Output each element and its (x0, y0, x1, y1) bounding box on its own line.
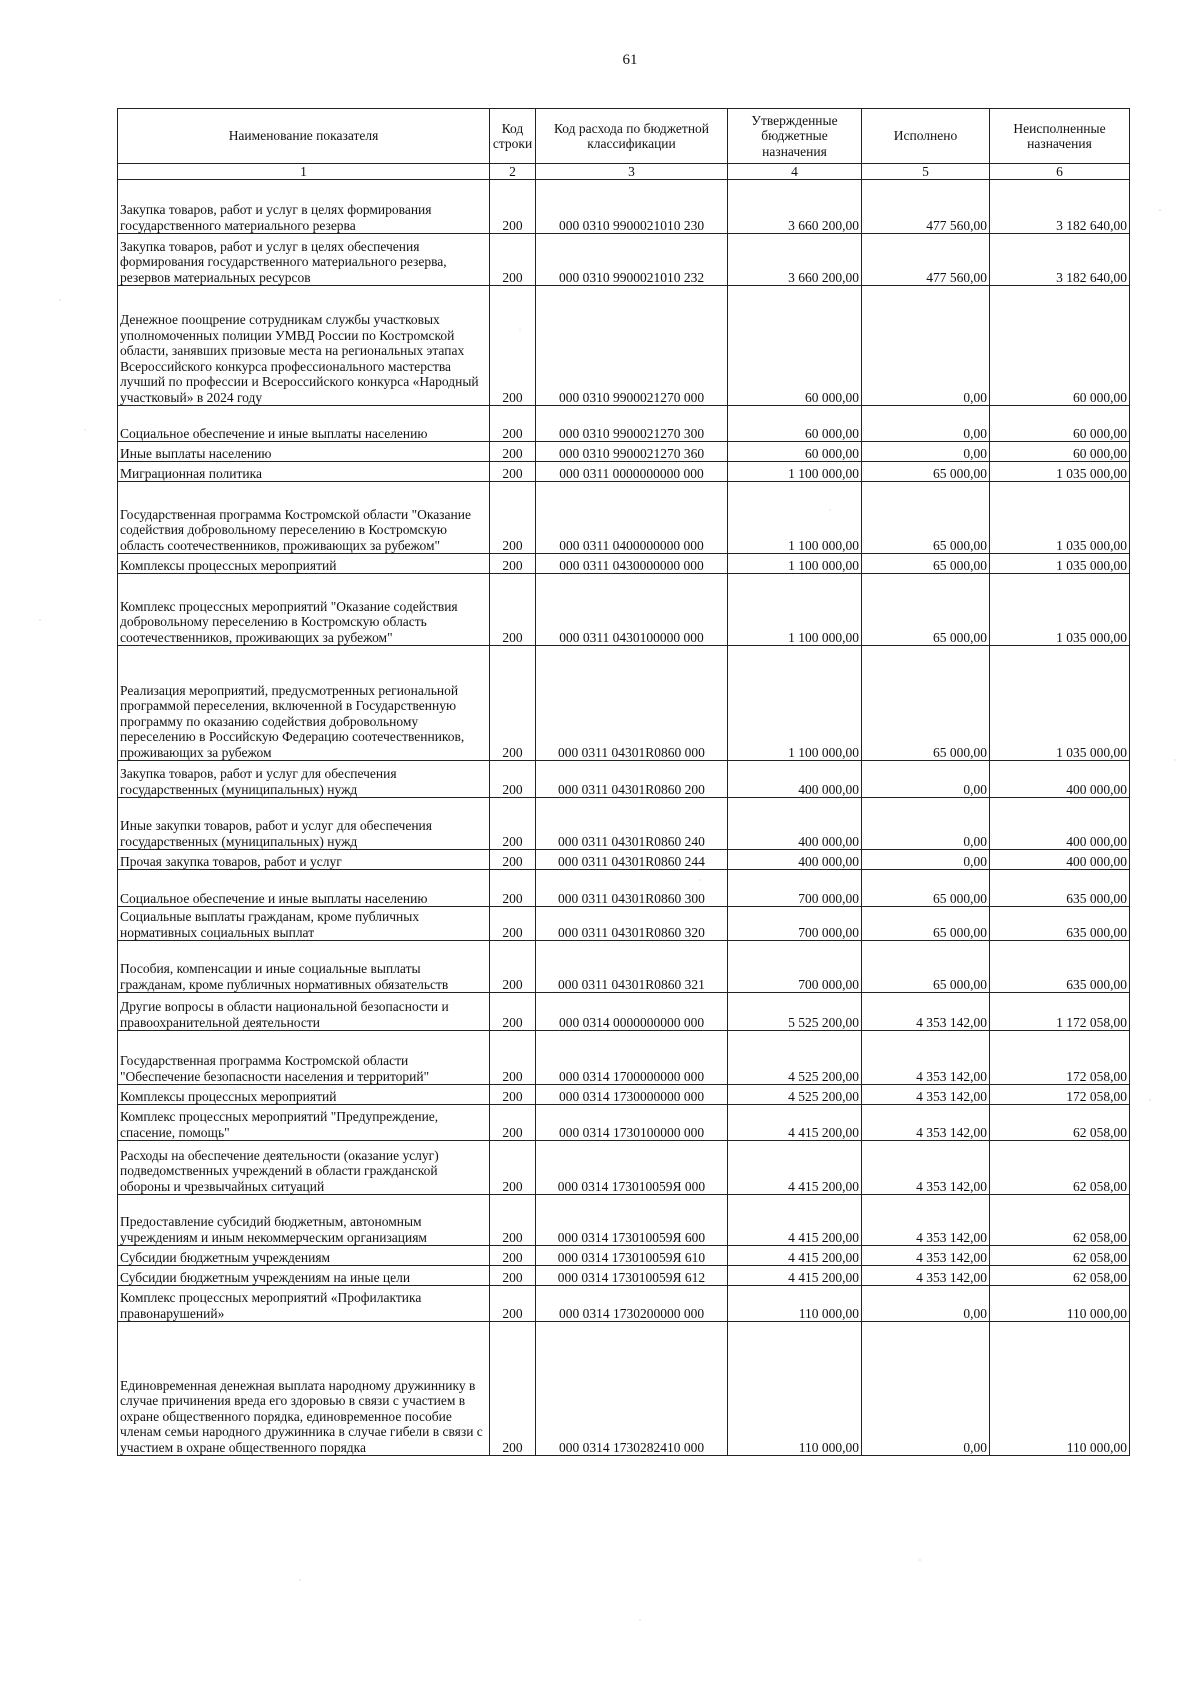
row-unexecuted-cell: 400 000,00 (990, 761, 1130, 798)
row-budget-code-cell: 000 0314 173010059Я 000 (536, 1141, 728, 1195)
row-unexecuted-cell: 1 035 000,00 (990, 574, 1130, 646)
row-executed-cell: 65 000,00 (862, 907, 990, 941)
column-number: 2 (490, 164, 536, 180)
row-name-cell: Государственная программа Костромской области "Обеспечение безопасности населения и территорий" (118, 1031, 490, 1085)
row-approved-cell: 700 000,00 (728, 870, 862, 907)
row-executed-cell: 65 000,00 (862, 646, 990, 761)
row-budget-code-cell: 000 0314 1730000000 000 (536, 1085, 728, 1105)
row-line-code-cell: 200 (490, 870, 536, 907)
row-approved-cell: 4 415 200,00 (728, 1246, 862, 1266)
row-name-cell: Прочая закупка товаров, работ и услуг (118, 850, 490, 870)
header-unexecuted: Неисполненные назначения (990, 109, 1130, 164)
row-unexecuted-cell: 62 058,00 (990, 1266, 1130, 1286)
row-line-code-cell: 200 (490, 406, 536, 442)
row-line-code-cell: 200 (490, 1286, 536, 1322)
table-row (118, 1322, 1130, 1456)
row-line-code-cell: 200 (490, 941, 536, 993)
row-budget-code-cell: 000 0314 1730200000 000 (536, 1286, 728, 1322)
row-executed-cell: 65 000,00 (862, 462, 990, 482)
row-unexecuted-cell: 1 035 000,00 (990, 646, 1130, 761)
table-row (118, 442, 1130, 462)
row-executed-cell: 0,00 (862, 286, 990, 406)
row-executed-cell: 65 000,00 (862, 482, 990, 554)
row-name-cell: Реализация мероприятий, предусмотренных региональной программой переселения, включенной в Государственную программу по оказанию содействия добровольному переселению в Российскую Федерацию соотечественников, проживающих за рубежом (118, 646, 490, 761)
row-executed-cell: 0,00 (862, 761, 990, 798)
row-name-cell: Социальное обеспечение и иные выплаты населению (118, 406, 490, 442)
table-row (118, 1246, 1130, 1266)
row-budget-code-cell: 000 0310 9900021270 360 (536, 442, 728, 462)
table-row (118, 406, 1130, 442)
row-unexecuted-cell: 3 182 640,00 (990, 180, 1130, 234)
row-name-cell: Единовременная денежная выплата народному дружиннику в случае причинения вреда его здоровью в связи с участием в охране общественного порядка, единовременное пособие членам семьи народного дружинника в случае гибели в связи с участием в охране общественного порядка (118, 1322, 490, 1456)
row-budget-code-cell: 000 0314 173010059Я 600 (536, 1195, 728, 1246)
row-approved-cell: 110 000,00 (728, 1286, 862, 1322)
table-row (118, 1195, 1130, 1246)
row-line-code-cell: 200 (490, 761, 536, 798)
row-line-code-cell: 200 (490, 1085, 536, 1105)
row-unexecuted-cell: 1 172 058,00 (990, 993, 1130, 1031)
row-budget-code-cell: 000 0311 0430000000 000 (536, 554, 728, 574)
row-approved-cell: 4 415 200,00 (728, 1105, 862, 1141)
row-executed-cell: 0,00 (862, 798, 990, 850)
row-executed-cell: 477 560,00 (862, 234, 990, 286)
row-budget-code-cell: 000 0311 0430100000 000 (536, 574, 728, 646)
header-row (118, 109, 1130, 164)
table-row (118, 1286, 1130, 1322)
table-row (118, 1266, 1130, 1286)
row-budget-code-cell: 000 0314 1730100000 000 (536, 1105, 728, 1141)
row-approved-cell: 4 415 200,00 (728, 1266, 862, 1286)
table-row (118, 180, 1130, 234)
row-unexecuted-cell: 110 000,00 (990, 1286, 1130, 1322)
table-row (118, 574, 1130, 646)
row-approved-cell: 4 415 200,00 (728, 1141, 862, 1195)
row-budget-code-cell: 000 0310 9900021010 232 (536, 234, 728, 286)
row-approved-cell: 60 000,00 (728, 406, 862, 442)
row-executed-cell: 4 353 142,00 (862, 1246, 990, 1266)
row-unexecuted-cell: 60 000,00 (990, 406, 1130, 442)
table-row (118, 286, 1130, 406)
row-approved-cell: 400 000,00 (728, 761, 862, 798)
row-line-code-cell: 200 (490, 1322, 536, 1456)
row-unexecuted-cell: 60 000,00 (990, 442, 1130, 462)
page-number: 61 (622, 52, 638, 68)
row-name-cell: Миграционная политика (118, 462, 490, 482)
row-line-code-cell: 200 (490, 850, 536, 870)
row-approved-cell: 4 525 200,00 (728, 1031, 862, 1085)
row-line-code-cell: 200 (490, 907, 536, 941)
row-name-cell: Пособия, компенсации и иные социальные выплаты гражданам, кроме публичных нормативных обязательств (118, 941, 490, 993)
row-budget-code-cell: 000 0311 0000000000 000 (536, 462, 728, 482)
header-executed: Исполнено (862, 109, 990, 164)
row-approved-cell: 1 100 000,00 (728, 574, 862, 646)
row-line-code-cell: 200 (490, 1246, 536, 1266)
table-row (118, 993, 1130, 1031)
row-name-cell: Комплекс процессных мероприятий «Профилактика правонарушений» (118, 1286, 490, 1322)
row-budget-code-cell: 000 0311 04301R0860 320 (536, 907, 728, 941)
row-line-code-cell: 200 (490, 574, 536, 646)
row-executed-cell: 65 000,00 (862, 574, 990, 646)
row-budget-code-cell: 000 0314 1730282410 000 (536, 1322, 728, 1456)
column-number: 3 (536, 164, 728, 180)
row-budget-code-cell: 000 0311 04301R0860 200 (536, 761, 728, 798)
row-executed-cell: 0,00 (862, 850, 990, 870)
row-approved-cell: 110 000,00 (728, 1322, 862, 1456)
table-row (118, 1141, 1130, 1195)
row-unexecuted-cell: 400 000,00 (990, 798, 1130, 850)
row-name-cell: Другие вопросы в области национальной безопасности и правоохранительной деятельности (118, 993, 490, 1031)
row-approved-cell: 60 000,00 (728, 286, 862, 406)
row-executed-cell: 65 000,00 (862, 941, 990, 993)
row-name-cell: Иные закупки товаров, работ и услуг для обеспечения государственных (муниципальных) нужд (118, 798, 490, 850)
row-name-cell: Субсидии бюджетным учреждениям (118, 1246, 490, 1266)
row-executed-cell: 0,00 (862, 406, 990, 442)
row-budget-code-cell: 000 0314 0000000000 000 (536, 993, 728, 1031)
row-line-code-cell: 200 (490, 462, 536, 482)
row-executed-cell: 0,00 (862, 1322, 990, 1456)
row-budget-code-cell: 000 0311 04301R0860 300 (536, 870, 728, 907)
row-approved-cell: 3 660 200,00 (728, 234, 862, 286)
table-row (118, 941, 1130, 993)
row-unexecuted-cell: 60 000,00 (990, 286, 1130, 406)
row-budget-code-cell: 000 0310 9900021010 230 (536, 180, 728, 234)
row-name-cell: Комплекс процессных мероприятий "Оказание содействия добровольному переселению в Костромскую область соотечественников, проживающих за рубежом" (118, 574, 490, 646)
row-budget-code-cell: 000 0314 173010059Я 610 (536, 1246, 728, 1266)
row-budget-code-cell: 000 0311 04301R0860 321 (536, 941, 728, 993)
header-approved: Утвержденные бюджетные назначения (728, 109, 862, 164)
row-unexecuted-cell: 110 000,00 (990, 1322, 1130, 1456)
row-line-code-cell: 200 (490, 798, 536, 850)
row-executed-cell: 0,00 (862, 442, 990, 462)
row-unexecuted-cell: 1 035 000,00 (990, 482, 1130, 554)
row-executed-cell: 0,00 (862, 1286, 990, 1322)
row-unexecuted-cell: 635 000,00 (990, 870, 1130, 907)
row-approved-cell: 4 525 200,00 (728, 1085, 862, 1105)
row-budget-code-cell: 000 0311 0400000000 000 (536, 482, 728, 554)
column-number: 5 (862, 164, 990, 180)
table-row (118, 870, 1130, 907)
row-name-cell: Денежное поощрение сотрудникам службы участковых уполномоченных полиции УМВД России по Костромской области, занявших призовые места на региональных этапах Всероссийского конкурса профессионального мастерства лучший по профессии и Всероссийского конкурса «Народный участковый» в 2024 году (118, 286, 490, 406)
row-name-cell: Комплексы процессных мероприятий (118, 1085, 490, 1105)
row-budget-code-cell: 000 0310 9900021270 000 (536, 286, 728, 406)
row-name-cell: Предоставление субсидий бюджетным, автономным учреждениям и иным некоммерческим организациям (118, 1195, 490, 1246)
row-approved-cell: 3 660 200,00 (728, 180, 862, 234)
row-budget-code-cell: 000 0311 04301R0860 240 (536, 798, 728, 850)
row-approved-cell: 1 100 000,00 (728, 646, 862, 761)
budget-execution-table (117, 108, 1130, 1456)
row-name-cell: Социальное обеспечение и иные выплаты населению (118, 870, 490, 907)
row-line-code-cell: 200 (490, 1195, 536, 1246)
row-line-code-cell: 200 (490, 1266, 536, 1286)
row-unexecuted-cell: 172 058,00 (990, 1085, 1130, 1105)
row-executed-cell: 477 560,00 (862, 180, 990, 234)
row-name-cell: Комплексы процессных мероприятий (118, 554, 490, 574)
row-approved-cell: 4 415 200,00 (728, 1195, 862, 1246)
row-executed-cell: 65 000,00 (862, 554, 990, 574)
row-executed-cell: 4 353 142,00 (862, 1141, 990, 1195)
table-row (118, 1105, 1130, 1141)
table-row (118, 646, 1130, 761)
row-budget-code-cell: 000 0310 9900021270 300 (536, 406, 728, 442)
row-line-code-cell: 200 (490, 1141, 536, 1195)
table-row (118, 482, 1130, 554)
header-name: Наименование показателя (118, 109, 490, 164)
row-executed-cell: 4 353 142,00 (862, 1266, 990, 1286)
table-row (118, 1031, 1130, 1085)
row-executed-cell: 4 353 142,00 (862, 1031, 990, 1085)
column-number-row (118, 164, 1130, 180)
row-name-cell: Иные выплаты населению (118, 442, 490, 462)
table-row (118, 798, 1130, 850)
row-unexecuted-cell: 635 000,00 (990, 941, 1130, 993)
row-approved-cell: 1 100 000,00 (728, 482, 862, 554)
row-name-cell: Государственная программа Костромской области "Оказание содействия добровольному переселению в Костромскую область соотечественников, проживающих за рубежом" (118, 482, 490, 554)
row-unexecuted-cell: 62 058,00 (990, 1141, 1130, 1195)
row-budget-code-cell: 000 0314 1700000000 000 (536, 1031, 728, 1085)
table-row (118, 462, 1130, 482)
row-approved-cell: 400 000,00 (728, 850, 862, 870)
table-row (118, 1085, 1130, 1105)
row-name-cell: Закупка товаров, работ и услуг в целях обеспечения формирования государственного материального резерва, резервов материальных ресурсов (118, 234, 490, 286)
row-name-cell: Расходы на обеспечение деятельности (оказание услуг) подведомственных учреждений в области гражданской обороны и чрезвычайных ситуаций (118, 1141, 490, 1195)
row-unexecuted-cell: 62 058,00 (990, 1246, 1130, 1266)
row-line-code-cell: 200 (490, 286, 536, 406)
row-line-code-cell: 200 (490, 234, 536, 286)
row-approved-cell: 60 000,00 (728, 442, 862, 462)
row-unexecuted-cell: 172 058,00 (990, 1031, 1130, 1085)
row-line-code-cell: 200 (490, 442, 536, 462)
row-executed-cell: 4 353 142,00 (862, 1105, 990, 1141)
row-unexecuted-cell: 62 058,00 (990, 1195, 1130, 1246)
row-line-code-cell: 200 (490, 554, 536, 574)
row-unexecuted-cell: 400 000,00 (990, 850, 1130, 870)
row-unexecuted-cell: 3 182 640,00 (990, 234, 1130, 286)
row-name-cell: Социальные выплаты гражданам, кроме публичных нормативных социальных выплат (118, 907, 490, 941)
row-line-code-cell: 200 (490, 180, 536, 234)
table-row (118, 907, 1130, 941)
row-line-code-cell: 200 (490, 1031, 536, 1085)
row-approved-cell: 5 525 200,00 (728, 993, 862, 1031)
row-name-cell: Закупка товаров, работ и услуг в целях формирования государственного материального резерва (118, 180, 490, 234)
table-body (118, 180, 1130, 1456)
row-executed-cell: 65 000,00 (862, 870, 990, 907)
row-line-code-cell: 200 (490, 482, 536, 554)
row-unexecuted-cell: 1 035 000,00 (990, 554, 1130, 574)
table-row (118, 554, 1130, 574)
row-approved-cell: 1 100 000,00 (728, 554, 862, 574)
row-budget-code-cell: 000 0311 04301R0860 000 (536, 646, 728, 761)
table-row (118, 234, 1130, 286)
table-row (118, 761, 1130, 798)
row-approved-cell: 1 100 000,00 (728, 462, 862, 482)
column-number: 4 (728, 164, 862, 180)
row-line-code-cell: 200 (490, 993, 536, 1031)
column-number: 6 (990, 164, 1130, 180)
row-name-cell: Комплекс процессных мероприятий "Предупреждение, спасение, помощь" (118, 1105, 490, 1141)
row-approved-cell: 700 000,00 (728, 907, 862, 941)
row-budget-code-cell: 000 0311 04301R0860 244 (536, 850, 728, 870)
row-line-code-cell: 200 (490, 646, 536, 761)
row-executed-cell: 4 353 142,00 (862, 993, 990, 1031)
row-unexecuted-cell: 635 000,00 (990, 907, 1130, 941)
header-budget-code: Код расхода по бюджетной классификации (536, 109, 728, 164)
row-unexecuted-cell: 1 035 000,00 (990, 462, 1130, 482)
row-name-cell: Закупка товаров, работ и услуг для обеспечения государственных (муниципальных) нужд (118, 761, 490, 798)
column-number: 1 (118, 164, 490, 180)
row-line-code-cell: 200 (490, 1105, 536, 1141)
row-approved-cell: 700 000,00 (728, 941, 862, 993)
table-row (118, 850, 1130, 870)
row-executed-cell: 4 353 142,00 (862, 1195, 990, 1246)
row-budget-code-cell: 000 0314 173010059Я 612 (536, 1266, 728, 1286)
header-line-code: Код строки (490, 109, 536, 164)
row-executed-cell: 4 353 142,00 (862, 1085, 990, 1105)
row-approved-cell: 400 000,00 (728, 798, 862, 850)
row-unexecuted-cell: 62 058,00 (990, 1105, 1130, 1141)
row-name-cell: Субсидии бюджетным учреждениям на иные цели (118, 1266, 490, 1286)
